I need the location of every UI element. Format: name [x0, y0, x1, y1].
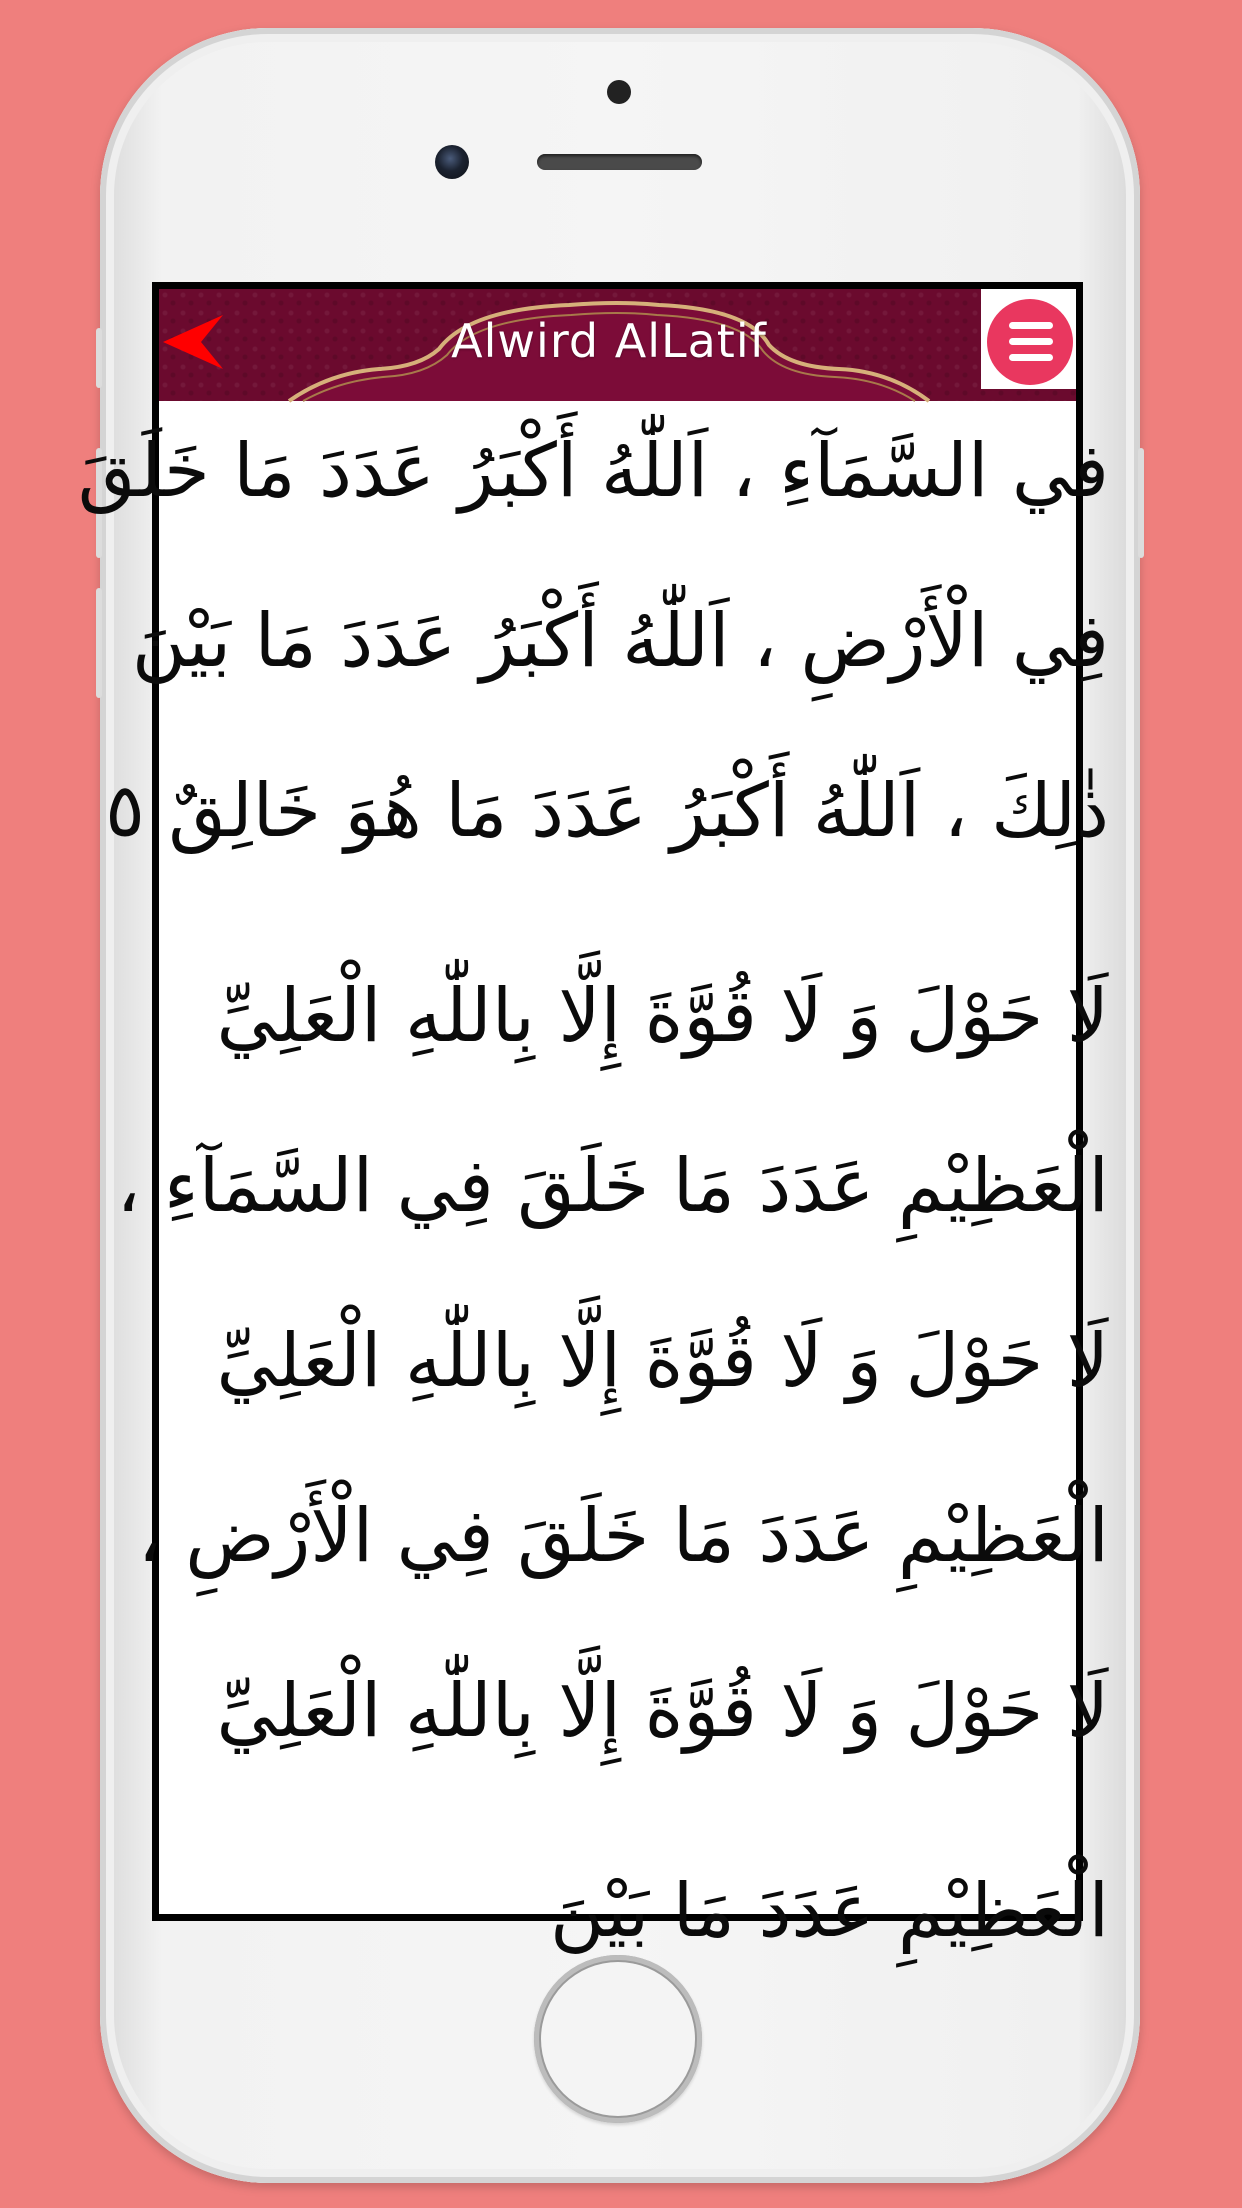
text-line-4: لَا حَوْلَ وَ لَا قُوَّةَ إِلَّا بِاللّٰهِ الْعَلِيِّ — [216, 973, 1109, 1059]
back-arrow-icon — [161, 309, 231, 379]
power-button — [1138, 448, 1144, 558]
text-line-5: الْعَظِيْمِ عَدَدَ مَا خَلَقَ فِي السَّمَآءِ ، — [116, 1143, 1109, 1229]
menu-container — [981, 289, 1076, 389]
app-title: Alwird AlLatif — [451, 314, 767, 368]
text-line-1: في السَّمَآءِ ، اَللّٰهُ أَكْبَرُ عَدَدَ مَا خَلَقَ — [77, 428, 1109, 514]
back-button[interactable] — [161, 309, 231, 379]
front-camera — [435, 145, 469, 179]
text-line-7: الْعَظِيْمِ عَدَدَ مَا خَلَقَ فِي الْأَرْضِ ، — [137, 1493, 1109, 1579]
text-line-6: لَا حَوْلَ وَ لَا قُوَّةَ إِلَّا بِاللّٰهِ الْعَلِيِّ — [216, 1318, 1109, 1404]
text-line-8: لَا حَوْلَ وَ لَا قُوَّةَ إِلَّا بِاللّٰهِ الْعَلِيِّ — [216, 1668, 1109, 1754]
app-header — [159, 289, 1076, 401]
text-line-9: الْعَظِيْمِ عَدَدَ مَا بَيْنَ — [549, 1868, 1109, 1954]
text-line-3: ذٰلِكَ ، اَللّٰهُ أَكْبَرُ عَدَدَ مَا هُوَ خَالِقٌ ٥ — [105, 768, 1109, 854]
text-line-2: فِي الْأَرْضِ ، اَللّٰهُ أَكْبَرُ عَدَدَ مَا بَيْنَ — [131, 598, 1109, 684]
earpiece-speaker — [537, 154, 702, 170]
mute-switch — [96, 328, 102, 388]
menu-button[interactable] — [987, 299, 1073, 385]
app-viewport — [77, 289, 1109, 1954]
phone-screen — [77, 282, 1109, 1954]
volume-down-button — [96, 588, 102, 698]
proximity-sensor — [607, 80, 631, 104]
wird-text-content[interactable] — [77, 401, 1109, 1954]
